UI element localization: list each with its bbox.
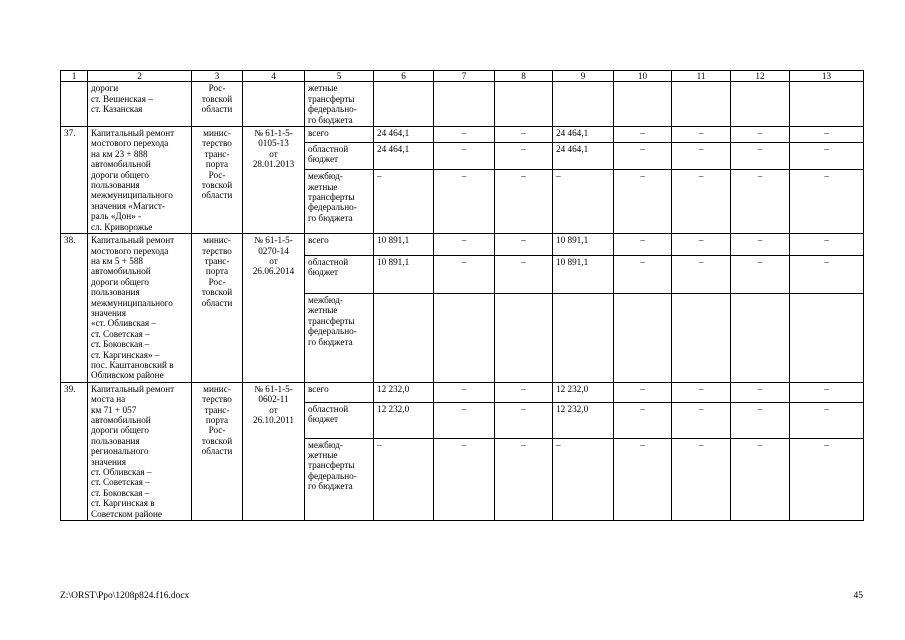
value-cell: –	[672, 127, 731, 143]
value-cell: 24 464,1	[374, 127, 434, 143]
document-cell: № 61-1-5- 0270-14 от 26.06.2014	[243, 234, 305, 383]
value-cell: –	[495, 438, 553, 521]
value-cell	[614, 294, 672, 383]
col-header: 3	[192, 71, 243, 82]
cont-doc-cell	[243, 82, 305, 127]
value-cell: –	[790, 382, 864, 402]
value-cell	[553, 294, 614, 383]
value-cell: –	[731, 438, 790, 521]
value-cell: –	[614, 382, 672, 402]
value-cell: –	[434, 127, 495, 143]
document-cell: № 61-1-5- 0602-11 от 26.10.2011	[243, 382, 305, 520]
funding-source-cell: областной бюджет	[305, 255, 374, 293]
value-cell	[672, 294, 731, 383]
value-cell: –	[614, 402, 672, 438]
value-cell: –	[731, 142, 790, 170]
value-cell: –	[790, 438, 864, 521]
header-row	[61, 71, 864, 82]
value-cell: –	[672, 255, 731, 293]
value-cell: 10 891,1	[374, 234, 434, 256]
table-row	[61, 382, 864, 402]
value-cell: 24 464,1	[374, 142, 434, 170]
value-cell: –	[790, 127, 864, 143]
value-cell: –	[614, 127, 672, 143]
value-cell: –	[434, 438, 495, 521]
value-cell: –	[495, 170, 553, 234]
value-cell: –	[495, 402, 553, 438]
row-number-cell: 39.	[61, 382, 88, 520]
value-cell: –	[731, 127, 790, 143]
value-cell: –	[434, 170, 495, 234]
value-cell: –	[614, 438, 672, 521]
col-header: 12	[731, 71, 790, 82]
col-header: 7	[434, 71, 495, 82]
organization-cell: минис- терство транс- порта Рос- товской области	[192, 382, 243, 520]
value-cell: 12 232,0	[553, 382, 614, 402]
organization-cell: минис- терство транс- порта Рос- товской области	[192, 127, 243, 234]
value-cell: –	[790, 255, 864, 293]
row-number-cell: 38.	[61, 234, 88, 383]
value-cell: 12 232,0	[374, 402, 434, 438]
value-cell: –	[434, 255, 495, 293]
value-cell: –	[374, 438, 434, 521]
value-cell: 10 891,1	[553, 234, 614, 256]
col-header: 11	[672, 71, 731, 82]
cont-num-cell	[61, 82, 88, 127]
value-cell	[790, 294, 864, 383]
value-cell: –	[672, 234, 731, 256]
value-cell: –	[731, 382, 790, 402]
value-cell: –	[614, 255, 672, 293]
cont-name-cell: дороги ст. Вешенская – ст. Казанская	[88, 82, 192, 127]
organization-cell: минис- терство транс- порта Рос- товской области	[192, 234, 243, 383]
value-cell: –	[495, 382, 553, 402]
col-header: 9	[553, 71, 614, 82]
value-cell: –	[495, 255, 553, 293]
col-header: 8	[495, 71, 553, 82]
value-cell: –	[790, 234, 864, 256]
object-name-cell: Капитальный ремонт мостового перехода на км 5 + 588 автомобильной дороги общего пользования межмуниципального значения «ст. Обливская – ст. Советская – ст. Боковская – ст. Каргинская» – пос. Каштановский в Обливском районе	[88, 234, 192, 383]
value-cell: 10 891,1	[553, 255, 614, 293]
funding-source-cell: межбюд- жетные трансферты федерально- го бюджета	[305, 438, 374, 521]
value-cell: –	[495, 234, 553, 256]
document-cell: № 61-1-5- 0105-13 от 28.01.2013	[243, 127, 305, 234]
value-cell: –	[434, 234, 495, 256]
value-cell: 12 232,0	[553, 402, 614, 438]
col-header: 10	[614, 71, 672, 82]
value-cell: –	[790, 142, 864, 170]
continuation-row	[61, 82, 864, 127]
budget-table	[60, 70, 864, 521]
value-cell: –	[614, 142, 672, 170]
object-name-cell: Капитальный ремонт моста на км 71 + 057 автомобильной дороги общего пользования регионального значения ст. Обливская – ст. Советская – ст. Боковская – ст. Каргинская в Советском районе	[88, 382, 192, 520]
value-cell: –	[553, 170, 614, 234]
value-cell	[495, 294, 553, 383]
table-body	[61, 71, 864, 521]
value-cell: –	[614, 234, 672, 256]
col-header: 13	[790, 71, 864, 82]
value-cell	[374, 294, 434, 383]
col-header: 2	[88, 71, 192, 82]
col-header: 5	[305, 71, 374, 82]
value-cell: 10 891,1	[374, 255, 434, 293]
funding-source-cell: областной бюджет	[305, 402, 374, 438]
col-header: 4	[243, 71, 305, 82]
value-cell: –	[790, 402, 864, 438]
funding-source-cell: всего	[305, 234, 374, 256]
value-cell: –	[731, 255, 790, 293]
funding-source-cell: всего	[305, 127, 374, 143]
value-cell: –	[672, 382, 731, 402]
cont-org-cell: Рос- товской области	[192, 82, 243, 127]
value-cell: –	[434, 382, 495, 402]
col-header: 1	[61, 71, 88, 82]
value-cell: –	[731, 234, 790, 256]
funding-source-cell: межбюд- жетные трансферты федерально- го бюджета	[305, 170, 374, 234]
value-cell	[434, 294, 495, 383]
table-row	[61, 234, 864, 256]
value-cell: –	[553, 438, 614, 521]
file-path: Z:\ORST\Ppo\1208p824.f16.docx	[60, 591, 190, 601]
cont-type-cell: жетные трансферты федерально- го бюджета	[305, 82, 374, 127]
value-cell: –	[434, 402, 495, 438]
value-cell: –	[731, 402, 790, 438]
row-number-cell: 37.	[61, 127, 88, 234]
value-cell: –	[495, 127, 553, 143]
funding-source-cell: межбюд- жетные трансферты федерально- го бюджета	[305, 294, 374, 383]
value-cell: –	[495, 142, 553, 170]
value-cell: –	[434, 142, 495, 170]
value-cell: –	[731, 170, 790, 234]
value-cell: –	[614, 170, 672, 234]
col-header: 6	[374, 71, 434, 82]
funding-source-cell: всего	[305, 382, 374, 402]
value-cell: 12 232,0	[374, 382, 434, 402]
funding-source-cell: областной бюджет	[305, 142, 374, 170]
value-cell: 24 464,1	[553, 142, 614, 170]
value-cell: –	[672, 170, 731, 234]
value-cell: –	[374, 170, 434, 234]
page-number: 45	[853, 591, 863, 601]
table-row	[61, 127, 864, 143]
value-cell: –	[672, 142, 731, 170]
value-cell: –	[790, 170, 864, 234]
value-cell: 24 464,1	[553, 127, 614, 143]
value-cell: –	[672, 438, 731, 521]
value-cell: –	[672, 402, 731, 438]
object-name-cell: Капитальный ремонт мостового перехода на км 23 + 888 автомобильной дороги общего пользования межмуниципального значения «Магист- раль «Дон» - сл. Криворожье	[88, 127, 192, 234]
value-cell	[731, 294, 790, 383]
